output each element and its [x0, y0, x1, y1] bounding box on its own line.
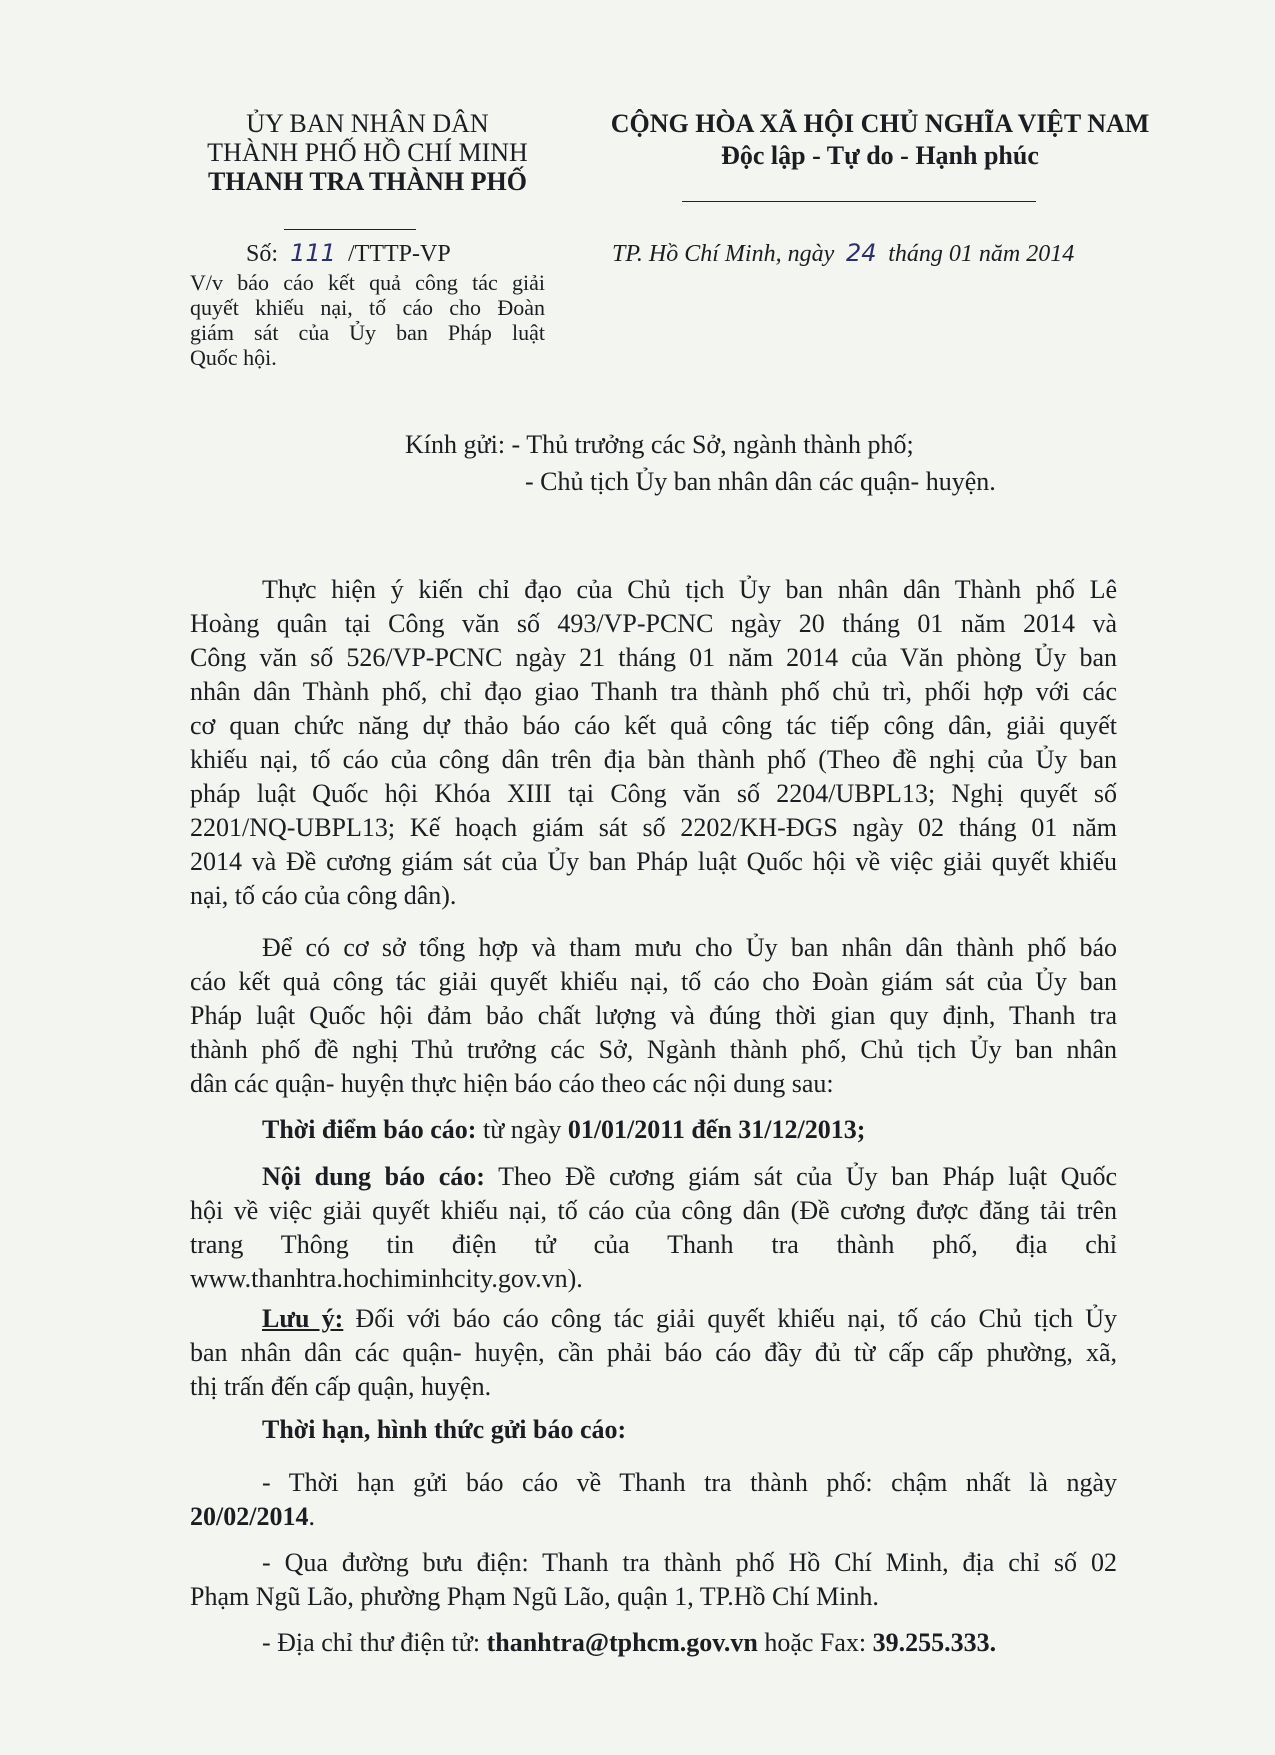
email-address[interactable]: thanhtra@tphcm.gov.vn — [486, 1628, 758, 1657]
paragraph-line: cơ quan chức năng dự thảo báo cáo kết quả công tác tiếp công dân, giải quyết — [190, 711, 1117, 740]
deadline-date-line — [190, 1500, 1117, 1534]
report-content — [190, 1160, 1117, 1296]
report-time-range: 01/01/2011 đến 31/12/2013; — [567, 1115, 866, 1144]
report-note — [190, 1302, 1117, 1404]
paragraph-line: Pháp luật Quốc hội đảm bảo chất lượng và đúng thời gian quy định, Thanh tra — [190, 1001, 1117, 1030]
subject-line-1: V/v báo cáo kết quả công tác giải — [190, 270, 545, 295]
content-text: Theo Đề cương giám sát của Ủy ban Pháp luật Quốc — [498, 1162, 1117, 1191]
note-text: Đối với báo cáo công tác giải quyết khiếu nại, tố cáo Chủ tịch Ủy — [355, 1304, 1118, 1333]
subject-line-3: giám sát của Ủy ban Pháp luật — [190, 320, 545, 345]
issuer-line-2: THÀNH PHỐ HỒ CHÍ MINH — [207, 138, 528, 167]
paragraph-line: ban nhân dân các quận- huyện, cần phải báo cáo đầy đủ từ cấp cấp phường, xã, — [190, 1338, 1117, 1367]
paragraph-line: hội về việc giải quyết khiếu nại, tố cáo của công dân (Đề cương được đăng tải trên — [190, 1196, 1117, 1225]
content-label: Nội dung báo cáo: — [262, 1162, 485, 1191]
place-date-suffix: tháng 01 năm 2014 — [888, 241, 1075, 267]
national-title-block — [560, 109, 1200, 170]
paragraph-line: trang Thông tin điện tử của Thanh tra thành phố, địa chỉ — [190, 1230, 1117, 1259]
paragraph-line: Thực hiện ý kiến chỉ đạo của Chủ tịch Ủy ban nhân dân Thành phố Lê — [262, 575, 1117, 604]
paragraph-instruction — [190, 573, 1117, 913]
note-label: Lưu ý: — [262, 1304, 344, 1333]
paragraph-line: - Qua đường bưu điện: Thanh tra thành phố Hồ Chí Minh, địa chỉ số 02 — [262, 1548, 1117, 1577]
report-time-text: từ ngày — [482, 1115, 562, 1144]
recipient-2: - Chủ tịch Ủy ban nhân dân các quận- huyện. — [525, 467, 996, 496]
issuer-block — [170, 109, 565, 196]
recipients-label: Kính gửi: — [405, 430, 506, 459]
motto-underline — [682, 201, 1036, 202]
paragraph-line: cáo kết quả công tác giải quyết khiếu nại, tố cáo cho Đoàn giám sát của Ủy ban — [190, 967, 1117, 996]
issuer-underline — [284, 229, 416, 230]
paragraph-line: 2201/NQ-UBPL13; Kế hoạch giám sát số 2202/KH-ĐGS ngày 02 tháng 01 năm — [190, 813, 1117, 842]
fax-number: 39.255.333. — [872, 1628, 997, 1657]
national-motto: Độc lập - Tự do - Hạnh phúc — [721, 141, 1039, 170]
issuer-line-1: ỦY BAN NHÂN DÂN — [246, 109, 489, 138]
recipients-block — [405, 426, 914, 463]
paragraph-line: Phạm Ngũ Lão, phường Phạm Ngũ Lão, quận 1, TP.Hồ Chí Minh. — [190, 1582, 879, 1611]
deadline-item-2 — [190, 1546, 1117, 1614]
note-first-line — [190, 1302, 1117, 1336]
paragraph-line: khiếu nại, tố cáo của công dân trên địa bàn thành phố (Theo đề nghị của Ủy ban — [190, 745, 1117, 774]
deadline-item-1 — [190, 1466, 1117, 1534]
paragraph-line: nại, tố cáo của công dân). — [190, 881, 457, 910]
paragraph-line: Hoàng quân tại Công văn số 493/VP-PCNC ngày 20 tháng 01 năm 2014 và — [190, 609, 1117, 638]
paragraph-request — [190, 931, 1117, 1101]
paragraph-line: dân các quận- huyện thực hiện báo cáo theo các nội dung sau: — [190, 1069, 834, 1098]
document-number — [246, 239, 451, 268]
paragraph-line: 2014 và Đề cương giám sát của Ủy ban Pháp luật Quốc hội về việc giải quyết khiếu — [190, 847, 1117, 876]
date-day: 24 — [845, 239, 877, 267]
doc-number-label: Số: — [246, 241, 279, 267]
subject-line-2: quyết khiếu nại, tố cáo cho Đoàn — [190, 295, 545, 320]
place-date — [612, 239, 1074, 268]
deadline-heading: Thời hạn, hình thức gửi báo cáo: — [262, 1415, 627, 1444]
subject-line-4: Quốc hội. — [190, 345, 277, 370]
content-first-line — [190, 1160, 1117, 1194]
paragraph-line: www.thanhtra.hochiminhcity.gov.vn). — [190, 1264, 583, 1293]
national-title: CỘNG HÒA XÃ HỘI CHỦ NGHĨA VIỆT NAM — [610, 109, 1150, 138]
deadline-date: 20/02/2014 — [190, 1502, 309, 1531]
paragraph-line: thành phố đề nghị Thủ trưởng các Sở, Ngành thành phố, Chủ tịch Ủy ban nhân — [190, 1035, 1117, 1064]
place-date-prefix: TP. Hồ Chí Minh, ngày — [612, 241, 835, 267]
report-time-label: Thời điểm báo cáo: — [262, 1115, 477, 1144]
report-time — [262, 1113, 865, 1147]
paragraph-line: Để có cơ sở tổng hợp và tham mưu cho Ủy ban nhân dân thành phố báo — [262, 933, 1117, 962]
paragraph-line: - Thời hạn gửi báo cáo về Thanh tra thành phố: chậm nhất là ngày — [262, 1468, 1117, 1497]
recipient-1: - Thủ trưởng các Sở, ngành thành phố; — [511, 430, 914, 459]
issuer-name: THANH TRA THÀNH PHỐ — [207, 167, 528, 196]
paragraph-line: thị trấn đến cấp quận, huyện. — [190, 1372, 492, 1401]
deadline-date-end: . — [308, 1502, 315, 1531]
paragraph-line: Công văn số 526/VP-PCNC ngày 21 tháng 01 năm 2014 của Văn phòng Ủy ban — [190, 643, 1117, 672]
doc-number-value: 111 — [290, 239, 336, 267]
fax-prefix: hoặc Fax: — [764, 1628, 867, 1657]
paragraph-line: nhân dân Thành phố, chỉ đạo giao Thanh tra thành phố chủ trì, phối hợp với các — [190, 677, 1117, 706]
deadline-item-3 — [262, 1626, 996, 1660]
email-prefix: - Địa chỉ thư điện tử: — [262, 1628, 481, 1657]
subject-block — [190, 270, 545, 370]
paragraph-line: pháp luật Quốc hội Khóa XIII tại Công văn số 2204/UBPL13; Nghị quyết số — [190, 779, 1117, 808]
doc-number-suffix: /TTTP-VP — [348, 241, 451, 267]
